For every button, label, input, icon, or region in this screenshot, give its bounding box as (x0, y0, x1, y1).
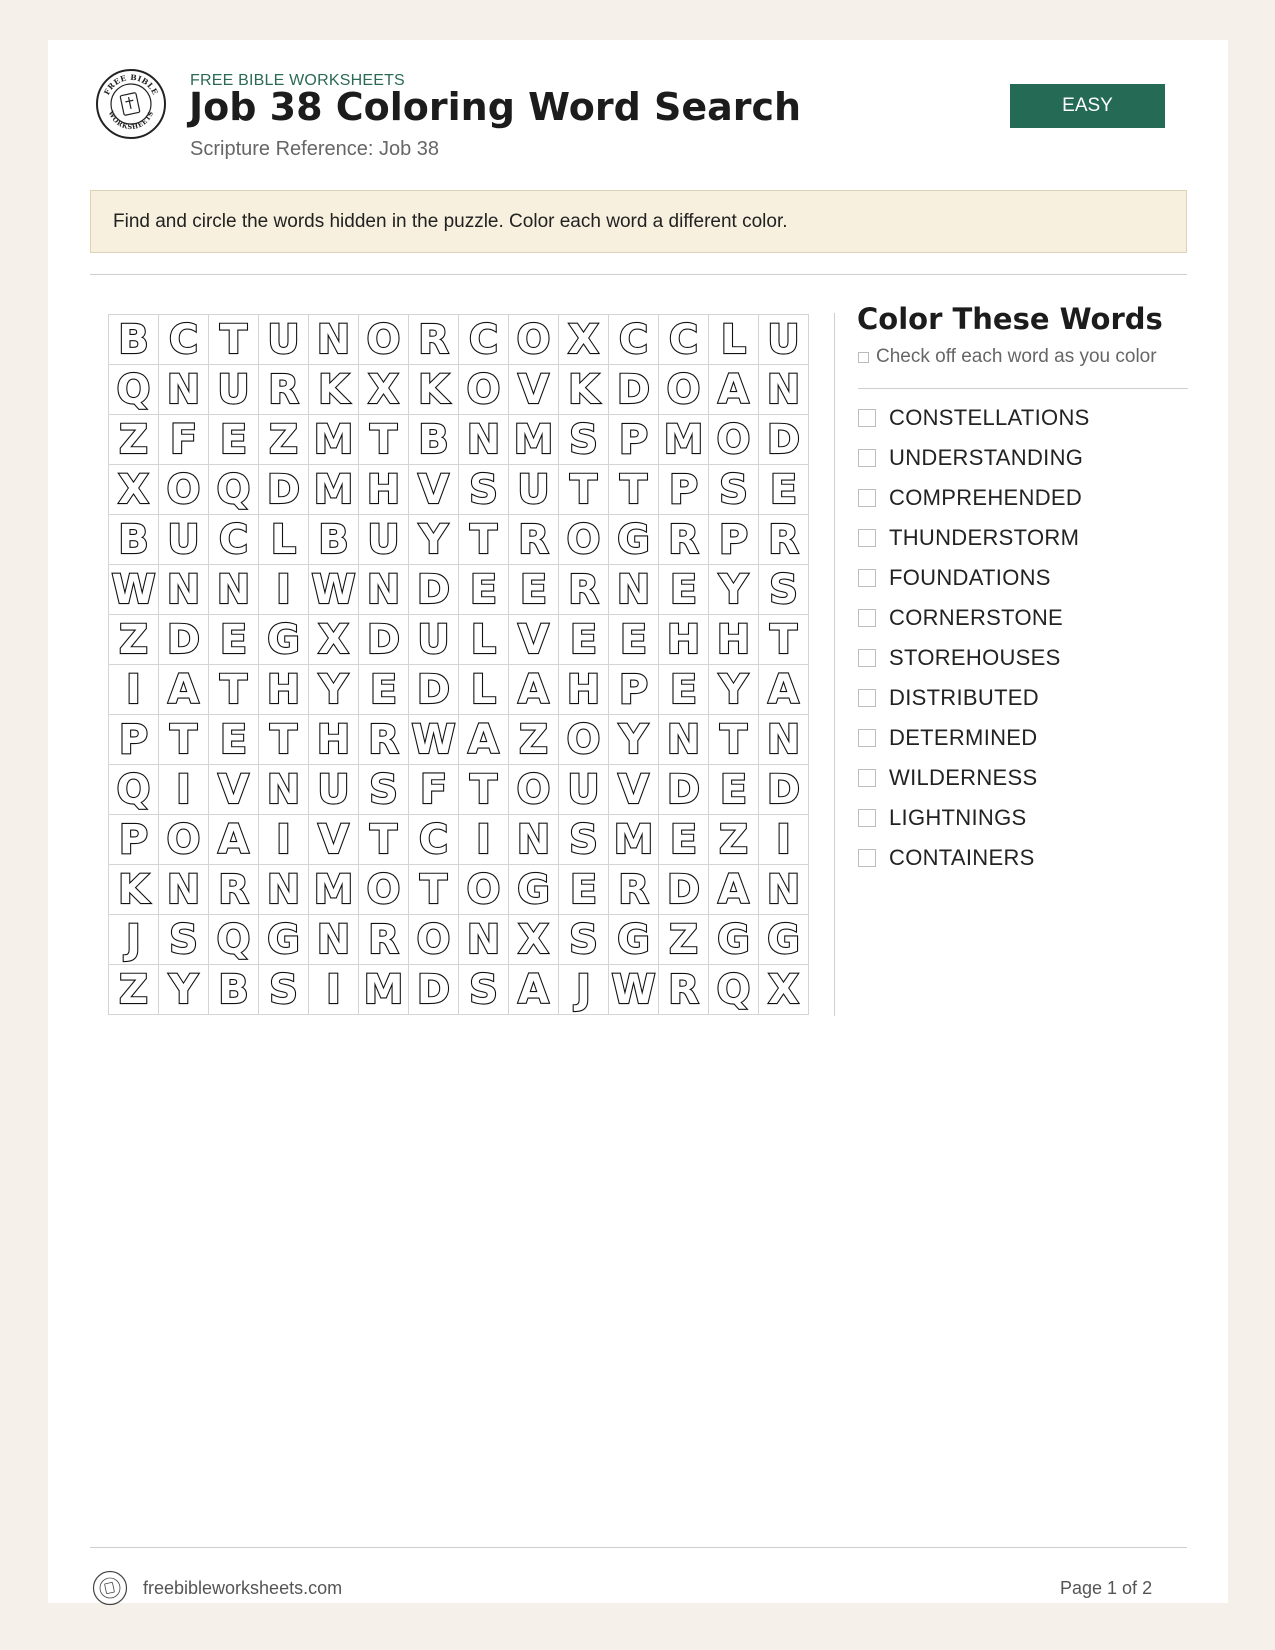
word-label: CORNERSTONE (889, 605, 1064, 630)
grid-cell: O (559, 715, 609, 765)
grid-cell: G (609, 515, 659, 565)
grid-cell: R (759, 515, 809, 565)
word-label: DISTRIBUTED (889, 685, 1039, 710)
grid-cell: Y (709, 665, 759, 715)
grid-cell: A (709, 865, 759, 915)
grid-cell: L (459, 615, 509, 665)
grid-cell: I (459, 815, 509, 865)
grid-cell: E (359, 665, 409, 715)
grid-cell: N (259, 865, 309, 915)
page-title: Job 38 Coloring Word Search (189, 85, 802, 129)
checkbox[interactable] (858, 569, 876, 587)
grid-cell: U (159, 515, 209, 565)
grid-cell: A (159, 665, 209, 715)
grid-cell: T (159, 715, 209, 765)
word-list (858, 398, 1090, 878)
grid-cell: D (409, 965, 459, 1015)
grid-cell: I (259, 565, 309, 615)
word-label: DETERMINED (889, 725, 1038, 750)
grid-cell: T (209, 665, 259, 715)
word-label: CONTAINERS (889, 845, 1035, 870)
grid-cell: E (659, 665, 709, 715)
grid-cell: V (509, 365, 559, 415)
difficulty-badge: EASY (1010, 84, 1165, 128)
grid-cell: E (659, 815, 709, 865)
svg-text:WORKSHEETS: WORKSHEETS (106, 109, 156, 132)
grid-cell: R (409, 315, 459, 365)
grid-cell: S (459, 965, 509, 1015)
grid-cell: P (609, 415, 659, 465)
grid-cell: N (209, 565, 259, 615)
grid-cell: X (759, 965, 809, 1015)
grid-cell: N (459, 415, 509, 465)
svg-text:FREE BIBLE: FREE BIBLE (102, 72, 160, 97)
checkbox[interactable] (858, 689, 876, 707)
grid-cell: N (309, 915, 359, 965)
grid-cell: N (509, 815, 559, 865)
grid-cell: P (109, 815, 159, 865)
grid-cell: V (309, 815, 359, 865)
grid-cell: Y (309, 665, 359, 715)
grid-cell: Q (109, 765, 159, 815)
grid-cell: A (209, 815, 259, 865)
footer-divider (90, 1547, 1187, 1548)
page-number: Page 1 of 2 (1060, 1578, 1153, 1598)
grid-cell: I (309, 965, 359, 1015)
grid-cell: C (609, 315, 659, 365)
word-label: COMPREHENDED (889, 485, 1083, 510)
grid-cell: R (259, 365, 309, 415)
grid-cell: N (159, 365, 209, 415)
grid-cell: F (409, 765, 459, 815)
grid-cell: V (609, 765, 659, 815)
divider (858, 388, 1188, 389)
grid-cell: W (109, 565, 159, 615)
grid-cell: I (109, 665, 159, 715)
grid-cell: F (159, 415, 209, 465)
grid-cell: E (559, 865, 609, 915)
grid-cell: Z (509, 715, 559, 765)
grid-cell: L (709, 315, 759, 365)
grid-cell: B (109, 315, 159, 365)
grid-cell: C (459, 315, 509, 365)
grid-cell: H (309, 715, 359, 765)
grid-cell: T (409, 865, 459, 915)
grid-cell: T (759, 615, 809, 665)
word-list-item (858, 638, 1090, 678)
word-list-item (858, 798, 1090, 838)
grid-cell: Q (209, 915, 259, 965)
grid-cell: R (359, 915, 409, 965)
grid-cell: O (709, 415, 759, 465)
word-label: LIGHTNINGS (889, 805, 1027, 830)
grid-cell: Q (209, 465, 259, 515)
checkbox-icon (858, 352, 869, 363)
grid-cell: W (409, 715, 459, 765)
grid-cell: B (109, 515, 159, 565)
grid-cell: O (159, 815, 209, 865)
grid-cell: S (759, 565, 809, 615)
grid-cell: Z (659, 915, 709, 965)
grid-cell: Z (109, 965, 159, 1015)
word-label: WILDERNESS (889, 765, 1038, 790)
grid-cell: E (559, 615, 609, 665)
grid-cell: K (109, 865, 159, 915)
grid-cell: O (359, 315, 409, 365)
grid-cell: U (759, 315, 809, 365)
checkbox[interactable] (858, 849, 876, 867)
checkbox[interactable] (858, 409, 876, 427)
grid-cell: Q (109, 365, 159, 415)
grid-cell: T (559, 465, 609, 515)
grid-cell: N (759, 865, 809, 915)
checkbox[interactable] (858, 489, 876, 507)
grid-cell: D (759, 765, 809, 815)
grid-cell: P (709, 515, 759, 565)
word-list-item (858, 718, 1090, 758)
word-list-item (858, 558, 1090, 598)
grid-cell: G (709, 915, 759, 965)
grid-cell: Z (109, 415, 159, 465)
grid-cell: A (459, 715, 509, 765)
grid-cell: W (309, 565, 359, 615)
grid-cell: O (459, 865, 509, 915)
grid-cell: T (359, 815, 409, 865)
grid-cell: X (109, 465, 159, 515)
footer-site: freebibleworksheets.com (143, 1578, 343, 1598)
grid-cell: M (509, 415, 559, 465)
grid-cell: L (459, 665, 509, 715)
grid-cell: V (509, 615, 559, 665)
grid-cell: U (409, 615, 459, 665)
grid-cell: N (359, 565, 409, 615)
grid-cell: I (259, 815, 309, 865)
grid-cell: G (509, 865, 559, 915)
grid-cell: A (509, 665, 559, 715)
grid-cell: O (459, 365, 509, 415)
grid-cell: G (609, 915, 659, 965)
scripture-reference: Scripture Reference: Job 38 (190, 138, 440, 160)
grid-cell: W (609, 965, 659, 1015)
grid-cell: O (409, 915, 459, 965)
grid-cell: R (659, 515, 709, 565)
grid-cell: U (259, 315, 309, 365)
grid-cell: O (359, 865, 409, 915)
grid-cell: U (309, 765, 359, 815)
grid-cell: T (259, 715, 309, 765)
footer-logo-icon (92, 1570, 128, 1606)
grid-cell: E (759, 465, 809, 515)
word-list-item (858, 758, 1090, 798)
grid-cell: D (159, 615, 209, 665)
word-label: UNDERSTANDING (889, 445, 1084, 470)
grid-cell: K (559, 365, 609, 415)
grid-cell: E (209, 615, 259, 665)
grid-cell: S (559, 815, 609, 865)
grid-cell: Y (159, 965, 209, 1015)
grid-cell: U (209, 365, 259, 415)
checkbox[interactable] (858, 769, 876, 787)
grid-cell: T (459, 515, 509, 565)
grid-cell: C (659, 315, 709, 365)
grid-cell: O (509, 765, 559, 815)
word-list-item (858, 838, 1090, 878)
divider (90, 274, 1187, 275)
word-list-title: Color These Words (857, 302, 1163, 336)
grid-cell: K (309, 365, 359, 415)
grid-cell: X (359, 365, 409, 415)
grid-cell: D (759, 415, 809, 465)
grid-cell: G (259, 915, 309, 965)
grid-cell: M (309, 415, 359, 465)
grid-cell: G (259, 615, 309, 665)
worksheet-page (48, 40, 1228, 1603)
grid-cell: Z (109, 615, 159, 665)
grid-cell: D (659, 865, 709, 915)
grid-cell: V (209, 765, 259, 815)
grid-cell: N (159, 865, 209, 915)
grid-cell: T (609, 465, 659, 515)
grid-cell: H (359, 465, 409, 515)
vertical-divider (834, 313, 835, 1016)
grid-cell: E (459, 565, 509, 615)
checkbox[interactable] (858, 449, 876, 467)
grid-cell: N (659, 715, 709, 765)
grid-cell: S (559, 415, 609, 465)
grid-cell: B (409, 415, 459, 465)
grid-cell: T (709, 715, 759, 765)
grid-cell: N (309, 315, 359, 365)
grid-cell: D (659, 765, 709, 815)
checkbox[interactable] (858, 729, 876, 747)
brand-label: FREE BIBLE WORKSHEETS (190, 72, 405, 89)
grid-cell: D (409, 565, 459, 615)
grid-cell: R (659, 965, 709, 1015)
grid-cell: E (709, 765, 759, 815)
grid-cell: R (559, 565, 609, 615)
word-list-item (858, 598, 1090, 638)
grid-cell: U (559, 765, 609, 815)
grid-cell: M (659, 415, 709, 465)
grid-cell: P (109, 715, 159, 765)
word-label: STOREHOUSES (889, 645, 1061, 670)
grid-cell: A (509, 965, 559, 1015)
logo-seal-icon (95, 68, 167, 140)
grid-cell: D (359, 615, 409, 665)
grid-cell: E (209, 415, 259, 465)
grid-cell: S (459, 465, 509, 515)
grid-cell: Z (709, 815, 759, 865)
grid-cell: P (609, 665, 659, 715)
checkbox[interactable] (858, 809, 876, 827)
grid-cell: M (609, 815, 659, 865)
grid-cell: R (509, 515, 559, 565)
grid-cell: O (509, 315, 559, 365)
grid-cell: Y (409, 515, 459, 565)
word-search-grid (108, 314, 809, 1015)
grid-cell: X (559, 315, 609, 365)
grid-cell: N (759, 715, 809, 765)
grid-cell: K (409, 365, 459, 415)
word-label: THUNDERSTORM (889, 525, 1080, 550)
grid-cell: U (359, 515, 409, 565)
grid-cell: J (109, 915, 159, 965)
grid-cell: V (409, 465, 459, 515)
word-list-item (858, 438, 1090, 478)
grid-cell: E (509, 565, 559, 615)
word-list-subtitle-text: Check off each word as you color (876, 346, 1157, 367)
grid-cell: N (159, 565, 209, 615)
grid-cell: H (559, 665, 609, 715)
grid-cell: S (709, 465, 759, 515)
grid-cell: A (759, 665, 809, 715)
grid-cell: Z (259, 415, 309, 465)
grid-cell: O (659, 365, 709, 415)
grid-cell: I (759, 815, 809, 865)
grid-cell: R (609, 865, 659, 915)
grid-cell: N (459, 915, 509, 965)
grid-cell: T (209, 315, 259, 365)
checkbox[interactable] (858, 649, 876, 667)
grid-cell: X (309, 615, 359, 665)
grid-cell: H (659, 615, 709, 665)
grid-cell: Y (609, 715, 659, 765)
grid-cell: I (159, 765, 209, 815)
checkbox[interactable] (858, 609, 876, 627)
grid-cell: X (509, 915, 559, 965)
grid-cell: Y (709, 565, 759, 615)
grid-cell: H (259, 665, 309, 715)
word-list-item (858, 678, 1090, 718)
grid-cell: E (659, 565, 709, 615)
grid-cell: J (559, 965, 609, 1015)
instructions-box (90, 190, 1187, 253)
grid-cell: R (359, 715, 409, 765)
word-list-item (858, 518, 1090, 558)
word-label: FOUNDATIONS (889, 565, 1051, 590)
grid-cell: O (159, 465, 209, 515)
grid-cell: S (359, 765, 409, 815)
grid-cell: L (259, 515, 309, 565)
grid-cell: N (259, 765, 309, 815)
grid-cell: T (459, 765, 509, 815)
word-list-item (858, 478, 1090, 518)
grid-cell: N (609, 565, 659, 615)
grid-cell: T (359, 415, 409, 465)
grid-cell: E (609, 615, 659, 665)
grid-cell: S (259, 965, 309, 1015)
grid-cell: M (359, 965, 409, 1015)
grid-cell: D (609, 365, 659, 415)
grid-cell: G (759, 915, 809, 965)
grid-cell: D (409, 665, 459, 715)
grid-cell: M (309, 865, 359, 915)
word-list-item (858, 398, 1090, 438)
grid-cell: C (209, 515, 259, 565)
grid-cell: C (159, 315, 209, 365)
word-list-subtitle (858, 346, 1157, 368)
grid-cell: A (709, 365, 759, 415)
grid-cell: B (209, 965, 259, 1015)
grid-cell: S (159, 915, 209, 965)
grid-cell: P (659, 465, 709, 515)
grid-cell: C (409, 815, 459, 865)
grid-cell: S (559, 915, 609, 965)
checkbox[interactable] (858, 529, 876, 547)
word-label: CONSTELLATIONS (889, 405, 1090, 430)
grid-cell: H (709, 615, 759, 665)
grid-cell: R (209, 865, 259, 915)
grid-cell: B (309, 515, 359, 565)
grid-cell: Q (709, 965, 759, 1015)
grid-cell: M (309, 465, 359, 515)
grid-cell: N (759, 365, 809, 415)
grid-cell: D (259, 465, 309, 515)
grid-cell: U (509, 465, 559, 515)
grid-cell: O (559, 515, 609, 565)
grid-cell: E (209, 715, 259, 765)
instructions-text: Find and circle the words hidden in the puzzle. Color each word a different color. (113, 210, 788, 232)
